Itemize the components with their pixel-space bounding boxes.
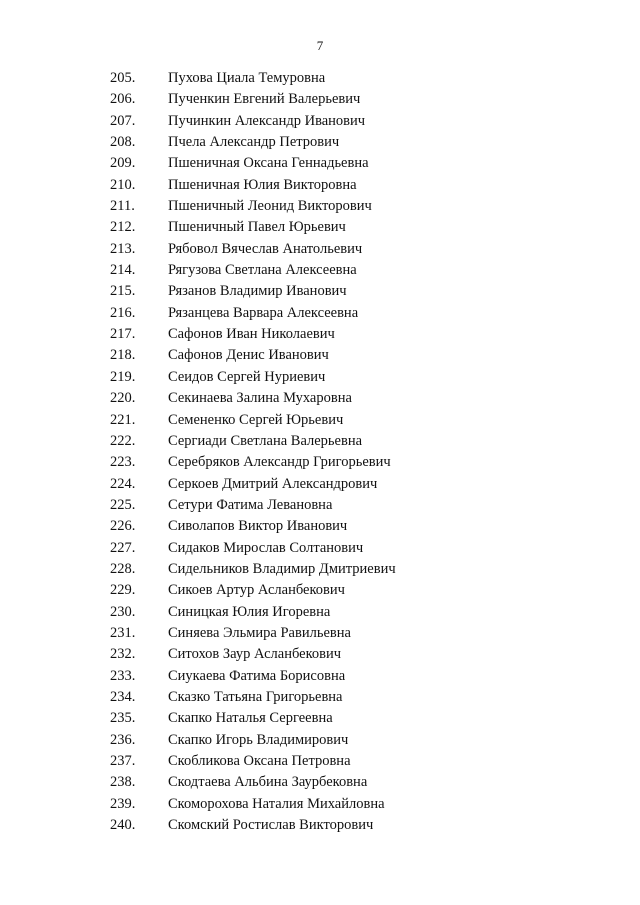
- entry-number: 235.: [110, 710, 136, 727]
- list-item: [0, 666, 640, 687]
- list-item: [0, 367, 640, 388]
- list-item: [0, 602, 640, 623]
- entry-number: 229.: [110, 582, 136, 599]
- entry-number: 205.: [110, 70, 136, 86]
- entry-number: 226.: [110, 518, 136, 535]
- entry-number: 222.: [110, 432, 136, 449]
- entry-name: Скобликова Оксана Петровна: [168, 753, 351, 769]
- entry-number: 236.: [110, 731, 136, 748]
- entry-name: Сеидов Сергей Нуриевич: [168, 368, 326, 385]
- name-list: [0, 68, 640, 836]
- entry-name: Пчела Александр Петрович: [168, 134, 340, 151]
- entry-name: Скапко Игорь Владимирович: [168, 731, 349, 748]
- entry-number: 225.: [110, 496, 136, 513]
- entry-name: Сидаков Мирослав Солтанович: [168, 539, 364, 556]
- list-item: [0, 815, 640, 836]
- list-item: [0, 153, 640, 174]
- page-number: 7: [316, 38, 324, 53]
- entry-number: 206.: [110, 91, 136, 108]
- entry-name: Синяева Эльмира Равильевна: [168, 624, 351, 641]
- entry-name: Пухова Циала Темуровна: [168, 70, 326, 86]
- entry-number: 207.: [110, 112, 136, 129]
- entry-name: Пшеничная Юлия Викторовна: [168, 176, 357, 193]
- list-item: [0, 644, 640, 665]
- entry-number: 228.: [110, 560, 136, 577]
- entry-name: Сафонов Иван Николаевич: [168, 326, 335, 343]
- list-item: [0, 132, 640, 153]
- list-item: [0, 175, 640, 196]
- list-item: [0, 260, 640, 281]
- entry-name: Сказко Татьяна Григорьевна: [168, 688, 343, 705]
- entry-name: Семененко Сергей Юрьевич: [168, 411, 344, 428]
- entry-number: 227.: [110, 539, 136, 556]
- list-item: [0, 217, 640, 238]
- list-item: [0, 345, 640, 366]
- entry-name: Сетури Фатима Левановна: [168, 496, 333, 513]
- entry-number: 220.: [110, 390, 136, 407]
- entry-number: 211.: [110, 198, 135, 215]
- entry-name: Сикоев Артур Асланбекович: [168, 582, 345, 599]
- list-item: [0, 89, 640, 110]
- list-item: [0, 623, 640, 644]
- list-item: [0, 516, 640, 537]
- entry-number: 210.: [110, 176, 136, 193]
- entry-name: Серебряков Александр Григорьевич: [168, 454, 391, 471]
- list-item: [0, 410, 640, 431]
- list-item: [0, 239, 640, 260]
- entry-name: Секинаева Залина Мухаровна: [168, 390, 352, 407]
- entry-number: 240.: [110, 817, 136, 834]
- list-item: [0, 111, 640, 132]
- entry-number: 239.: [110, 795, 136, 812]
- entry-number: 208.: [110, 134, 136, 151]
- list-item: [0, 324, 640, 345]
- list-item: [0, 708, 640, 729]
- entry-name: Сиволапов Виктор Иванович: [168, 518, 348, 535]
- entry-number: 221.: [110, 411, 136, 428]
- entry-name: Серкоев Дмитрий Александрович: [168, 475, 378, 492]
- list-item: [0, 495, 640, 516]
- list-item: [0, 68, 640, 89]
- entry-name: Пучинкин Александр Иванович: [168, 112, 366, 129]
- entry-number: 224.: [110, 475, 136, 492]
- entry-number: 231.: [110, 624, 136, 641]
- entry-number: 238.: [110, 774, 136, 791]
- entry-name: Синицкая Юлия Игоревна: [168, 603, 331, 620]
- list-item: [0, 580, 640, 601]
- entry-number: 209.: [110, 155, 136, 172]
- entry-number: 232.: [110, 646, 136, 663]
- entry-name: Сафонов Денис Иванович: [168, 347, 329, 364]
- entry-number: 215.: [110, 283, 136, 300]
- entry-name: Ситохов Заур Асланбекович: [168, 646, 342, 663]
- entry-name: Скапко Наталья Сергеевна: [168, 710, 333, 727]
- entry-name: Рязанцева Варвара Алексеевна: [168, 304, 359, 321]
- list-item: [0, 388, 640, 409]
- entry-number: 217.: [110, 326, 136, 343]
- entry-number: 233.: [110, 667, 136, 684]
- list-item: [0, 196, 640, 217]
- list-item: [0, 687, 640, 708]
- entry-name: Пученкин Евгений Валерьевич: [168, 91, 361, 108]
- entry-number: 214.: [110, 262, 136, 279]
- entry-number: 218.: [110, 347, 136, 364]
- list-item: [0, 772, 640, 793]
- entry-number: 234.: [110, 688, 136, 705]
- list-item: [0, 559, 640, 580]
- list-item: [0, 474, 640, 495]
- entry-name: Рябовол Вячеслав Анатольевич: [168, 240, 363, 257]
- entry-name: Пшеничный Павел Юрьевич: [168, 219, 346, 236]
- entry-number: 237.: [110, 753, 136, 769]
- entry-number: 216.: [110, 304, 136, 321]
- list-item: [0, 281, 640, 302]
- list-item: [0, 431, 640, 452]
- list-item: [0, 452, 640, 473]
- list-item: [0, 794, 640, 815]
- list-item: [0, 303, 640, 324]
- entry-name: Пшеничная Оксана Геннадьевна: [168, 155, 369, 172]
- entry-number: 219.: [110, 368, 136, 385]
- entry-name: Скомский Ростислав Викторович: [168, 817, 374, 834]
- entry-name: Сидельников Владимир Дмитриевич: [168, 560, 396, 577]
- entry-name: Рязанов Владимир Иванович: [168, 283, 347, 300]
- list-item: [0, 730, 640, 751]
- entry-name: Сиукаева Фатима Борисовна: [168, 667, 346, 684]
- entry-number: 212.: [110, 219, 136, 236]
- entry-name: Сергиади Светлана Валерьевна: [168, 432, 363, 449]
- entry-number: 230.: [110, 603, 136, 620]
- entry-number: 223.: [110, 454, 136, 471]
- entry-name: Скодтаева Альбина Заурбековна: [168, 774, 368, 791]
- entry-name: Пшеничный Леонид Викторович: [168, 198, 372, 215]
- entry-number: 213.: [110, 240, 136, 257]
- entry-name: Скоморохова Наталия Михайловна: [168, 795, 385, 812]
- entry-name: Рягузова Светлана Алексеевна: [168, 262, 357, 279]
- list-item: [0, 751, 640, 772]
- list-item: [0, 538, 640, 559]
